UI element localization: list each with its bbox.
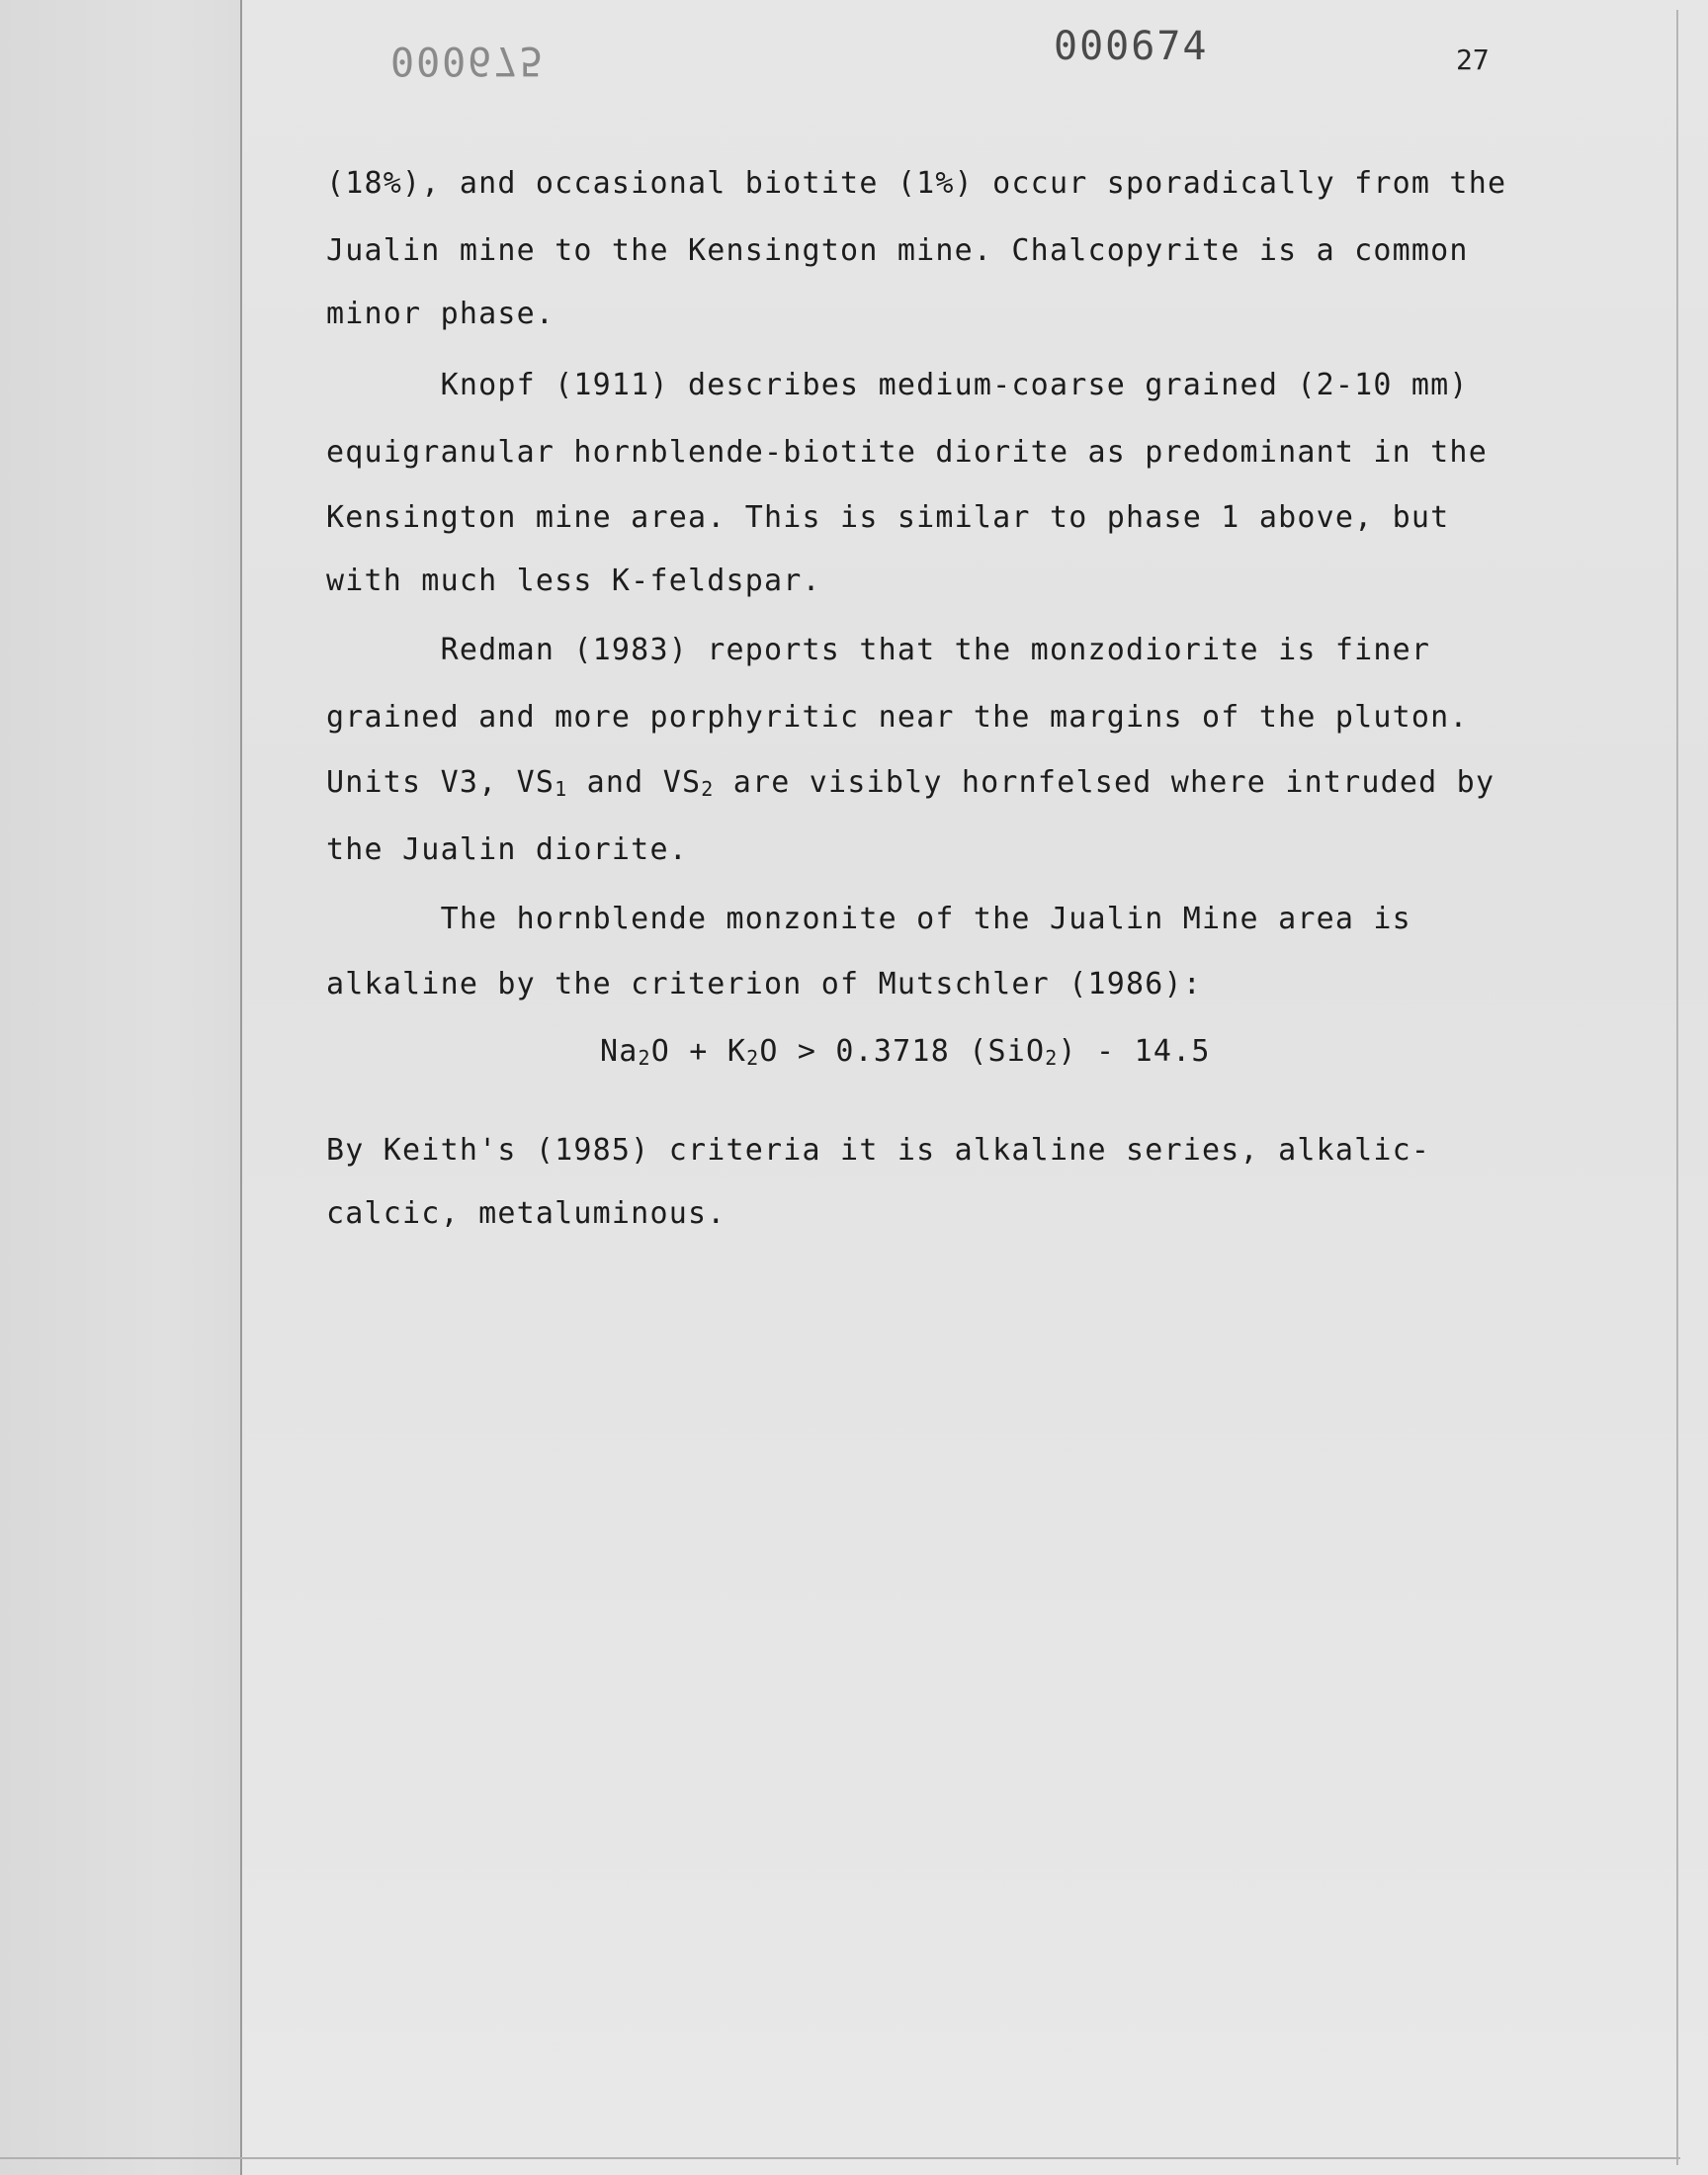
eq-o2: O > 0.3718 (SiO bbox=[759, 1034, 1046, 1069]
text-line-6: Kensington mine area. This is similar to phase 1 above, but bbox=[326, 500, 1450, 535]
text-line-7: with much less K-feldspar. bbox=[326, 564, 821, 598]
bleed-through-stamp: 000675 bbox=[390, 38, 546, 83]
page-number: 27 bbox=[1456, 44, 1490, 76]
text-line-12: alkaline by the criterion of Mutschler (1986): bbox=[326, 967, 1203, 1001]
units-text-c: are visibly hornfelsed where intruded by bbox=[714, 765, 1495, 800]
eq-o1: O + K bbox=[650, 1034, 747, 1069]
text-line-4: Knopf (1911) describes medium-coarse grained (2-10 mm) bbox=[326, 368, 1469, 402]
eq-sub-2: 2 bbox=[746, 1046, 760, 1070]
subscript-1: 1 bbox=[555, 777, 568, 801]
page-right-edge bbox=[1676, 10, 1678, 2165]
text-line-5: equigranular hornblende-biotite diorite as predominant in the bbox=[326, 435, 1488, 470]
left-margin-strip bbox=[0, 0, 240, 2175]
text-line-1: (18%), and occasional biotite (1%) occur sporadically from the bbox=[326, 166, 1507, 201]
eq-rest: ) - 14.5 bbox=[1058, 1034, 1211, 1069]
units-text-a: Units V3, VS bbox=[326, 765, 555, 800]
text-line-3: minor phase. bbox=[326, 297, 555, 331]
text-line-8: Redman (1983) reports that the monzodiorite is finer bbox=[326, 633, 1431, 667]
text-line-units bbox=[326, 765, 1494, 801]
equation bbox=[600, 1034, 1211, 1070]
eq-sub-1: 2 bbox=[638, 1046, 651, 1070]
text-line-11: The hornblende monzonite of the Jualin Mine area is bbox=[326, 902, 1411, 936]
units-text-b: and VS bbox=[567, 765, 702, 800]
text-line-13: By Keith's (1985) criteria it is alkaline series, alkalic- bbox=[326, 1133, 1431, 1168]
text-line-14: calcic, metaluminous. bbox=[326, 1196, 726, 1231]
eq-na: Na bbox=[600, 1034, 639, 1069]
text-line-9: grained and more porphyritic near the margins of the pluton. bbox=[326, 700, 1469, 735]
text-line-2: Jualin mine to the Kensington mine. Chalcopyrite is a common bbox=[326, 233, 1469, 268]
subscript-2: 2 bbox=[701, 777, 715, 801]
bates-stamp: 000674 bbox=[1054, 24, 1209, 69]
eq-sub-3: 2 bbox=[1045, 1046, 1059, 1070]
margin-rule bbox=[240, 0, 242, 2175]
text-line-10: the Jualin diorite. bbox=[326, 832, 688, 867]
page-bottom-edge bbox=[0, 2157, 1680, 2159]
